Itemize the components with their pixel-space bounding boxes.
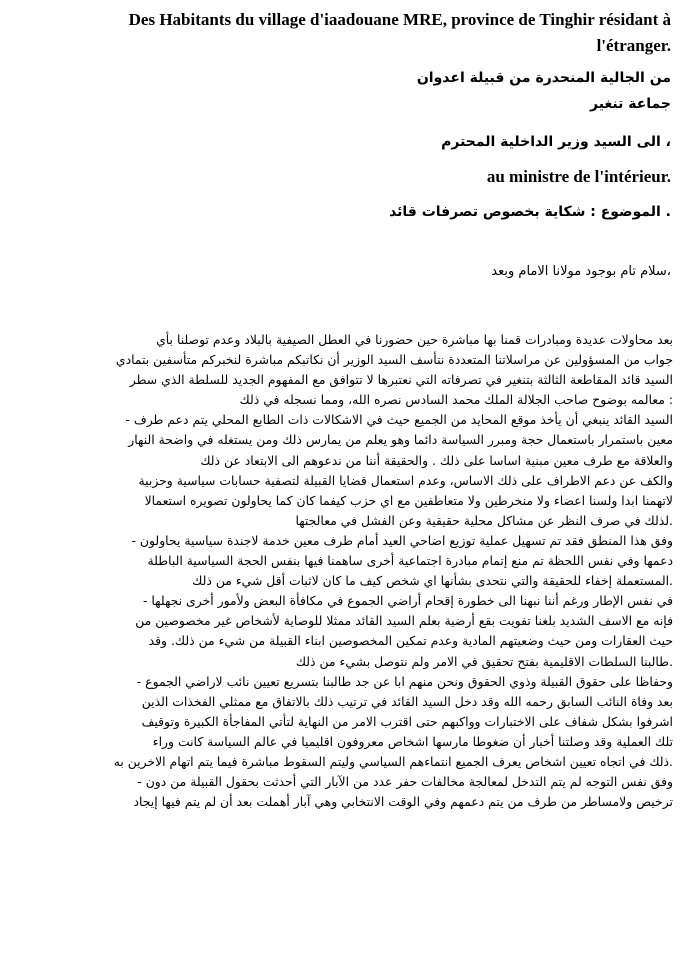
header-arabic-addressee: ، الى السيد وزير الداخلية المحترم xyxy=(441,134,671,150)
body-line: اشرفوا بشكل شفاف على الاختبارات وواكبهم حتى اقترب الامر من النهاية لتأتي المفاجأة الكبيرة وتوقيف xyxy=(141,713,673,729)
header-arabic-sender: من الجالية المنحدرة من قبيلة اعدوان xyxy=(416,70,671,86)
letter-body xyxy=(12,330,673,812)
body-line: وفق هذا المنطق فقد تم تسهيل عملية توزيع اضاحي العيد أمام طرف معين خدمة لاجندة سياسية يحاولون - xyxy=(131,532,673,548)
body-line: .لذلك في صرف النظر عن مشاكل محلية حقيقية وعن الفشل في معالجتها xyxy=(295,512,673,528)
header-french-line-1: Des Habitants du village d'iaadouane MRE, province de Tinghir résidant à xyxy=(128,10,671,29)
body-line: دعمها وفي نفس اللحظة تم منع إتمام مبادرة اجتماعية أخرى ساهمنا فيها بنفس الحجة السياسية الباطلة xyxy=(147,553,673,569)
header-arabic-commune: جماعة تنغير xyxy=(590,96,671,112)
header-french-line-2: l'étranger. xyxy=(596,36,671,55)
body-line: .ذلك في اتجاه تعيين اشخاص يعرف الجميع انتماءهم السياسي وليتم السقوط مباشرة فيما يتم اتهام الاخرين به xyxy=(113,753,673,769)
body-line: وفق نفس التوجه لم يتم التدخل لمعالجة مخالفات حفر عدد من الآبار التي أحدثت بحقول القبيلة من دون - xyxy=(137,774,673,790)
body-line: ترخيص ولامساطر من طرف من يتم دعمهم وفي الوقت الانتخابي وهي آبار أهملت بعد أن لم يتم فيها إيجاد xyxy=(133,794,673,810)
body-line: بعد محاولات عديدة ومبادرات قمنا بها مباشرة حين حضورنا في العطل الصيفية بالبلاد وعدم توصلنا بأي xyxy=(156,332,673,347)
body-line: والعلاقة مع طرف معين مبنية اساسا على ذلك . والحقيقة أننا من ندعوهم الى الابتعاد عن ذلك xyxy=(200,452,673,468)
greeting: ،سلام تام بوجود مولانا الامام وبعد xyxy=(491,264,671,279)
body-line: حيث العقارات ومن حيث وضعيتهم المادية وعدم تمكين المخصوصين ابناء القبيلة من شيء من ذلك. وقد xyxy=(148,633,673,649)
header-subject: . الموضوع : شكاية بخصوص تصرفات قائد xyxy=(389,204,671,220)
body-line: بعد وفاة النائب السابق رحمه الله وقد دخل السيد القائد في ترتيب ذلك بالاتفاق مع ممثلي الفخذات الذين xyxy=(141,693,673,709)
body-line: السيد قائد المقاطعة الثالثة بتنغير في تصرفاته التي نعتبرها لا تتوافق مع المفهوم الجديد للسلطة الذي سطر xyxy=(129,372,673,388)
body-line: لاتهمنا ابدا ولسنا اعضاء ولا منخرطين ولا متعاطفين مع اي حزب كيفما كان كما يحاولون تصويره استعمالا xyxy=(144,492,673,508)
body-line: معين باستمرار باستعمال حجة ومبرر السياسة دائما وهو يعلم من يمارس ذلك ومن يستغله في واضحة النهار xyxy=(128,432,673,448)
header-french-addressee: au ministre de l'intérieur. xyxy=(486,167,671,186)
body-line: وحفاظا على حقوق القبيلة وذوي الحقوق ونحن منهم ابا عن جد طالبنا بتسريع تعيين نائب لاراضي الجموع - xyxy=(136,673,673,689)
body-line: تلك العملية وقد وصلتنا أخبار أن ضغوطا مارسها اشخاص معروفون اقليميا في عالم السياسة كانت وراء xyxy=(152,733,673,749)
body-line: في نفس الإطار ورغم أننا نبهنا الى خطورة إقحام أراضي الجموع في مكافأة البعض ولأمور أخرى نجهلها - xyxy=(142,593,673,609)
body-line: : معالمه بوضوح صاحب الجلالة الملك محمد السادس نصره الله، ومما نسجله في ذلك xyxy=(239,392,673,408)
body-line: فإنه مع الاسف الشديد بلغنا تفويت بقع أرضية بعلم السيد القائد ممثلا للوصاية لأشخاص غير مخصوصين من xyxy=(135,613,673,629)
body-line: .طالبنا السلطات الاقليمية بفتح تحقيق في الامر ولم نتوصل بشيء من ذلك xyxy=(295,653,673,669)
body-line: .المستعملة إخفاء للحقيقة والتي نتحدى بشأنها اي شخص كيف ما كان لاثبات أقل شيء من ذلك xyxy=(192,573,673,589)
body-line: جواب من المسؤولين عن مراسلاتنا المتعددة نتأسف السيد الوزير أن نكاتبكم مباشرة لنخبركم متأسفين بتمادي xyxy=(115,352,673,368)
body-line: السيد القائد ينبغي أن يأخذ موقع المحايد من الجميع حيث في الاشكالات ذات الطابع المحلي يتم دعم طرف - xyxy=(125,412,673,428)
body-line: والكف عن دعم الاطراف على ذلك الاساس، وعدم استعمال قضايا القبيلة لتصفية حسابات سياسية وحزبية xyxy=(138,472,673,488)
